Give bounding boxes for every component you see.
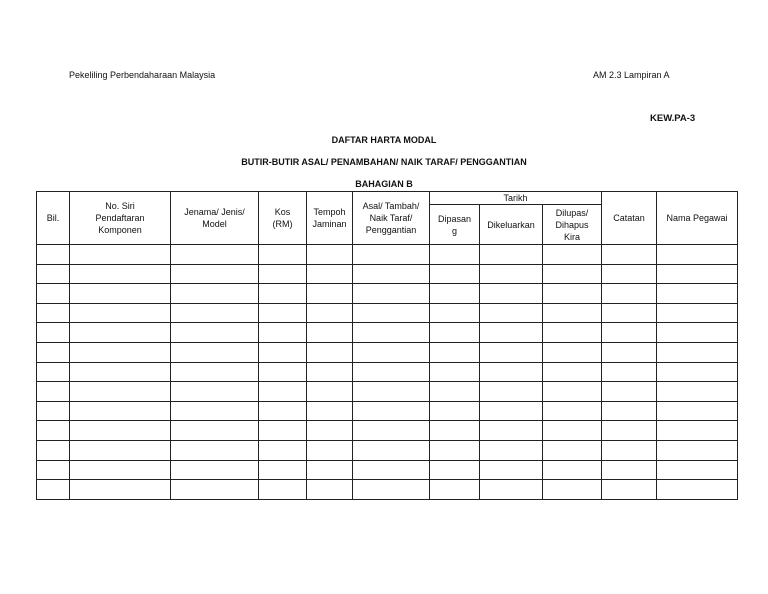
table-cell (602, 303, 657, 323)
table-cell (602, 440, 657, 460)
table-cell (480, 421, 543, 441)
table-cell (37, 382, 70, 402)
table-row (37, 303, 738, 323)
table-cell (543, 401, 602, 421)
table-cell (602, 323, 657, 343)
table-cell (480, 323, 543, 343)
table-cell (480, 460, 543, 480)
col-header-disposed: Dilupas/ Dihapus Kira (543, 205, 602, 245)
table-cell (37, 421, 70, 441)
col-header-serial-no: No. Siri Pendaftaran Komponen (70, 192, 171, 245)
table-cell (37, 401, 70, 421)
table-cell (171, 480, 259, 500)
table-cell (171, 284, 259, 304)
table-cell (602, 401, 657, 421)
table-cell (70, 284, 171, 304)
table-row (37, 382, 738, 402)
table-cell (430, 342, 480, 362)
table-cell (543, 460, 602, 480)
col-header-brand-model: Jenama/ Jenis/ Model (171, 192, 259, 245)
table-cell (70, 460, 171, 480)
table-cell (543, 245, 602, 265)
col-header-bil: Bil. (37, 192, 70, 245)
table-cell (307, 382, 353, 402)
table-cell (480, 362, 543, 382)
table-row (37, 245, 738, 265)
table-cell (70, 323, 171, 343)
table-cell (602, 460, 657, 480)
table-cell (602, 342, 657, 362)
col-header-removed: Dikeluarkan (480, 205, 543, 245)
document-subtitle: BUTIR-BUTIR ASAL/ PENAMBAHAN/ NAIK TARAF/ PENGGANTIAN (241, 157, 527, 167)
table-cell (430, 401, 480, 421)
table-cell (543, 323, 602, 343)
table-cell (70, 342, 171, 362)
table-cell (430, 440, 480, 460)
table-cell (657, 382, 738, 402)
table-cell (70, 245, 171, 265)
table-cell (307, 284, 353, 304)
table-cell (171, 362, 259, 382)
table-row (37, 362, 738, 382)
table-cell (171, 421, 259, 441)
table-cell (602, 264, 657, 284)
table-row (37, 401, 738, 421)
table-row (37, 342, 738, 362)
table-cell (602, 480, 657, 500)
table-cell (602, 284, 657, 304)
table-cell (430, 323, 480, 343)
table-cell (259, 323, 307, 343)
table-cell (353, 342, 430, 362)
table-cell (259, 245, 307, 265)
table-cell (70, 421, 171, 441)
table-cell (430, 480, 480, 500)
table-cell (430, 362, 480, 382)
col-header-cost: Kos (RM) (259, 192, 307, 245)
table-cell (37, 264, 70, 284)
table-cell (259, 284, 307, 304)
table-cell (480, 284, 543, 304)
table-row (37, 460, 738, 480)
table-cell (543, 303, 602, 323)
table-cell (259, 303, 307, 323)
table-cell (353, 284, 430, 304)
table-cell (602, 362, 657, 382)
table-cell (307, 401, 353, 421)
table-cell (430, 421, 480, 441)
table-cell (70, 440, 171, 460)
table-cell (543, 480, 602, 500)
table-cell (657, 401, 738, 421)
table-cell (543, 264, 602, 284)
table-cell (543, 362, 602, 382)
table-cell (307, 480, 353, 500)
table-cell (480, 245, 543, 265)
table-cell (171, 460, 259, 480)
table-cell (430, 284, 480, 304)
table-cell (37, 245, 70, 265)
table-cell (307, 323, 353, 343)
table-cell (543, 382, 602, 402)
table-cell (307, 264, 353, 284)
table-cell (657, 480, 738, 500)
table-cell (37, 460, 70, 480)
table-cell (259, 421, 307, 441)
section-title: BAHAGIAN B (355, 179, 413, 189)
table-cell (307, 460, 353, 480)
table-cell (657, 245, 738, 265)
table-cell (353, 264, 430, 284)
table-cell (480, 264, 543, 284)
table-cell (657, 460, 738, 480)
appendix-reference: AM 2.3 Lampiran A (593, 70, 670, 80)
table-cell (307, 421, 353, 441)
table-cell (353, 382, 430, 402)
table-cell (307, 440, 353, 460)
form-code: KEW.PA-3 (650, 113, 696, 124)
table-cell (657, 264, 738, 284)
table-cell (353, 401, 430, 421)
table-cell (353, 245, 430, 265)
table-cell (37, 342, 70, 362)
table-cell (171, 440, 259, 460)
col-header-date-group: Tarikh (430, 192, 602, 205)
table-cell (171, 245, 259, 265)
col-header-warranty: Tempoh Jaminan (307, 192, 353, 245)
table-cell (307, 342, 353, 362)
table-cell (543, 440, 602, 460)
table-cell (353, 323, 430, 343)
table-cell (171, 264, 259, 284)
table-cell (430, 245, 480, 265)
table-cell (543, 421, 602, 441)
table-cell (171, 303, 259, 323)
table-cell (70, 264, 171, 284)
table-row (37, 264, 738, 284)
table-row (37, 323, 738, 343)
table-cell (259, 264, 307, 284)
table-cell (307, 245, 353, 265)
table-cell (353, 303, 430, 323)
table-cell (37, 284, 70, 304)
circular-title: Pekeliling Perbendaharaan Malaysia (69, 70, 216, 80)
table-cell (171, 382, 259, 402)
table-cell (480, 342, 543, 362)
table-cell (353, 421, 430, 441)
table-cell (657, 440, 738, 460)
table-cell (70, 480, 171, 500)
table-cell (353, 480, 430, 500)
table-cell (37, 303, 70, 323)
table-cell (480, 440, 543, 460)
table-cell (70, 303, 171, 323)
table-cell (657, 303, 738, 323)
table-cell (37, 323, 70, 343)
table-cell (259, 342, 307, 362)
table-body (37, 245, 738, 500)
table-cell (70, 362, 171, 382)
table-cell (37, 440, 70, 460)
table-cell (353, 440, 430, 460)
table-cell (430, 382, 480, 402)
table-cell (171, 401, 259, 421)
table-cell (543, 284, 602, 304)
table-cell (353, 362, 430, 382)
table-cell (657, 362, 738, 382)
table-cell (657, 421, 738, 441)
col-header-origin-type: Asal/ Tambah/ Naik Taraf/ Penggantian (353, 192, 430, 245)
table-cell (480, 480, 543, 500)
table-cell (37, 362, 70, 382)
table-cell (657, 342, 738, 362)
table-cell (430, 460, 480, 480)
col-header-officer-name: Nama Pegawai (657, 192, 738, 245)
table-cell (480, 401, 543, 421)
table-row (37, 284, 738, 304)
table-cell (259, 401, 307, 421)
table-cell (171, 323, 259, 343)
col-header-installed: Dipasan g (430, 205, 480, 245)
table-cell (70, 401, 171, 421)
table-cell (259, 440, 307, 460)
table-cell (480, 303, 543, 323)
table-cell (602, 421, 657, 441)
table-cell (37, 480, 70, 500)
table-cell (307, 303, 353, 323)
table-cell (259, 480, 307, 500)
table-cell (480, 382, 543, 402)
table-cell (259, 362, 307, 382)
table-row (37, 440, 738, 460)
table-row (37, 480, 738, 500)
table-cell (430, 264, 480, 284)
table-cell (430, 303, 480, 323)
table-cell (602, 245, 657, 265)
table-row (37, 421, 738, 441)
table-cell (70, 382, 171, 402)
table-cell (171, 342, 259, 362)
table-cell (602, 382, 657, 402)
asset-register-table (36, 191, 738, 500)
table-cell (307, 362, 353, 382)
table-cell (259, 460, 307, 480)
table-cell (353, 460, 430, 480)
table-cell (657, 323, 738, 343)
table-cell (657, 284, 738, 304)
table-cell (259, 382, 307, 402)
document-title: DAFTAR HARTA MODAL (331, 135, 437, 145)
table-cell (543, 342, 602, 362)
col-header-notes: Catatan (602, 192, 657, 245)
